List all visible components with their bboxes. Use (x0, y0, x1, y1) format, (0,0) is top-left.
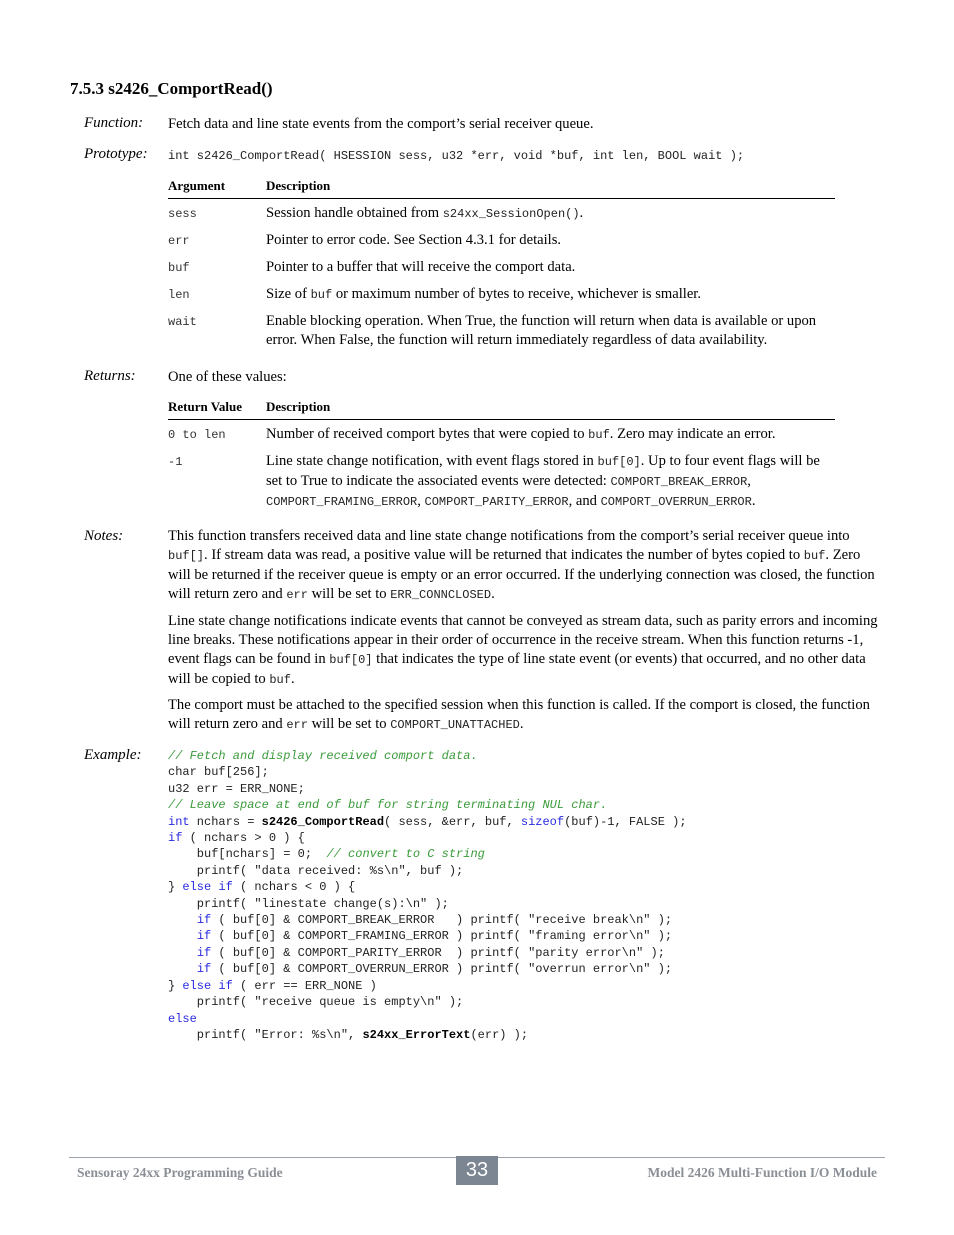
code-keyword: sizeof (520, 814, 565, 829)
prototype-code: int s2426_ComportRead( HSESSION sess, u32 *err, void *buf, int len, BOOL wait ); (168, 149, 745, 163)
notes-label: Notes: (84, 528, 124, 544)
arg-name: err (168, 234, 190, 248)
arg-name: wait (168, 315, 197, 329)
text: that indicates the type of line state event (or events) that occurred, and no other data will be copied to (168, 651, 866, 687)
prototype-label: Prototype: (84, 146, 148, 162)
code: buf (803, 549, 826, 563)
text: Line state change notifications indicate events that cannot be conveyed as stream data, such as parity errors and incoming line breaks. These notifications appear in their order of occurrence in the receive stream. When this function returns -1, event flags can be found in (168, 613, 878, 667)
text: . Zero will be returned if the receiver queue is empty or an error occurred. If the underlying connection was closed, the function will return zero and (168, 547, 875, 602)
notes-paragraph-2 (168, 612, 878, 690)
code-keyword: if (168, 831, 183, 846)
table-header-return-value: Return Value (168, 399, 266, 420)
arg-name: buf (168, 261, 190, 275)
flag-break-error: COMPORT_BREAK_ERROR (610, 475, 748, 489)
footer-guide-title: Sensoray 24xx Programming Guide (77, 1165, 283, 1180)
table-header-description: Description (266, 178, 835, 199)
code-text: ( buf[0] & COMPORT_PARITY_ERROR ) printf( "parity error\n" ); (211, 945, 665, 960)
code-keyword: if (196, 929, 212, 944)
return-value: -1 (168, 455, 183, 469)
code: buf[] (168, 549, 205, 563)
code-text: printf( "Error: %s\n", (168, 1027, 363, 1042)
arg-desc: or maximum number of bytes to receive, whichever is smaller. (332, 286, 701, 302)
function-text: Fetch data and line state events from the comport’s serial receiver queue. (168, 116, 594, 132)
code-text: ( sess, &err, buf, (384, 814, 521, 829)
separator: , (747, 473, 751, 489)
code-keyword: else if (182, 978, 233, 993)
notes-paragraph-3 (168, 696, 878, 735)
text: . (519, 716, 524, 732)
example-label: Example: (84, 747, 142, 763)
text: will be set to (307, 586, 391, 602)
flag-parity-error: COMPORT_PARITY_ERROR (424, 495, 569, 509)
function-label: Function: (84, 115, 144, 131)
footer-model-title: Model 2426 Multi-Function I/O Module (647, 1165, 877, 1180)
code-line: printf( "data received: %s\n", buf ); (168, 863, 464, 878)
code-text: buf[nchars] = 0; (168, 847, 327, 862)
code-comment: // Fetch and display received comport data. (168, 749, 478, 763)
arg-desc-code: buf (310, 288, 333, 302)
code: buf[0] (329, 653, 373, 667)
arguments-table (168, 178, 835, 350)
arg-name: len (168, 288, 190, 302)
returns-label: Returns: (84, 368, 136, 384)
table-row (168, 199, 835, 225)
flag-overrun-error: COMPORT_OVERRUN_ERROR (600, 495, 752, 509)
page-number: 33 (456, 1156, 498, 1185)
arg-desc: Size of (266, 286, 311, 302)
table-row (168, 305, 835, 350)
table-row (168, 278, 835, 305)
code: COMPORT_UNATTACHED (390, 718, 520, 732)
code-text: ( nchars < 0 ) { (232, 880, 356, 895)
code-keyword: if (196, 913, 212, 928)
code-comment: // Leave space at end of buf for string terminating NUL char. (168, 798, 608, 813)
table-row (168, 445, 835, 512)
arg-name: sess (168, 207, 197, 221)
separator: , (417, 493, 425, 509)
code-text: ( buf[0] & COMPORT_FRAMING_ERROR ) printf( "framing error\n" ); (211, 929, 673, 944)
table-row (168, 224, 835, 251)
code-text: nchars = (189, 814, 262, 829)
code-line: u32 err = ERR_NONE; (168, 781, 305, 796)
code-text: } (168, 978, 183, 993)
table-header-argument: Argument (168, 178, 266, 199)
code-keyword: else if (182, 880, 233, 895)
code-line: char buf[256]; (168, 765, 269, 780)
code-keyword: if (196, 962, 212, 977)
code-text: (buf)-1, FALSE ); (564, 814, 687, 829)
code: err (286, 588, 308, 602)
code: buf (269, 673, 291, 687)
text: This function transfers received data and line state change notifications from the comport’s serial receiver queue into (168, 528, 850, 544)
code-line: printf( "receive queue is empty\n" ); (168, 995, 464, 1010)
code-text: ( nchars > 0 ) { (182, 831, 305, 846)
text: The comport must be attached to the specified session when this function is called. If the comport is closed, the function will return zero and (168, 697, 870, 732)
text: . (290, 671, 295, 687)
return-desc: Number of received comport bytes that were copied to (266, 426, 589, 442)
return-desc: . Zero may indicate an error. (609, 426, 776, 442)
separator: , and (568, 493, 601, 509)
return-desc: Line state change notification, with event flags stored in (266, 453, 598, 469)
code-text: ( err == ERR_NONE ) (232, 978, 377, 993)
code-comment: // convert to C string (326, 847, 485, 862)
code-text: ( buf[0] & COMPORT_OVERRUN_ERROR ) printf( "overrun error\n" ); (211, 962, 673, 977)
notes-paragraph-1 (168, 527, 878, 605)
section-heading: 7.5.3 s2426_ComportRead() (70, 79, 273, 98)
arg-desc: Session handle obtained from (266, 205, 443, 221)
flag-framing-error: COMPORT_FRAMING_ERROR (266, 495, 418, 509)
code-function: s24xx_ErrorText (362, 1027, 471, 1042)
table-row (168, 251, 835, 278)
returns-table (168, 399, 835, 512)
arg-desc-code: s24xx_SessionOpen() (442, 207, 580, 221)
returns-text: One of these values: (168, 369, 287, 385)
text: . (491, 586, 495, 602)
return-desc-code: buf (588, 428, 610, 442)
code-keyword: else (168, 1011, 197, 1026)
example-code-block (168, 748, 687, 1043)
table-header-description: Description (266, 399, 835, 420)
code: ERR_CONNCLOSED (390, 588, 492, 602)
code-keyword: if (196, 945, 212, 960)
return-desc-code: buf[0] (597, 455, 641, 469)
separator: . (751, 493, 756, 509)
code-text: } (168, 880, 183, 895)
code-keyword: int (168, 814, 190, 829)
return-desc: . Up to four event flags will be set to True to indicate the associated events were detected: (266, 453, 820, 489)
text: . If stream data was read, a positive value will be returned that indicates the number of bytes copied to (204, 547, 804, 563)
text: will be set to (307, 716, 391, 732)
arg-desc: Pointer to error code. See Section 4.3.1 for details. (266, 232, 562, 248)
table-row (168, 420, 835, 446)
code-text: ( buf[0] & COMPORT_BREAK_ERROR ) printf( "receive break\n" ); (211, 913, 673, 928)
arg-desc: Enable blocking operation. When True, the function will return when data is available or upon error. When False, the function will return immediately regardless of data availability. (266, 313, 817, 348)
code-function: s2426_ComportRead (261, 814, 385, 829)
arg-desc: Pointer to a buffer that will receive the comport data. (266, 259, 576, 275)
code: err (286, 718, 308, 732)
code-text: (err) ); (470, 1027, 529, 1042)
return-value: 0 to len (168, 428, 226, 442)
arg-desc: . (579, 205, 584, 221)
code-line: printf( "linestate change(s):\n" ); (168, 896, 449, 911)
